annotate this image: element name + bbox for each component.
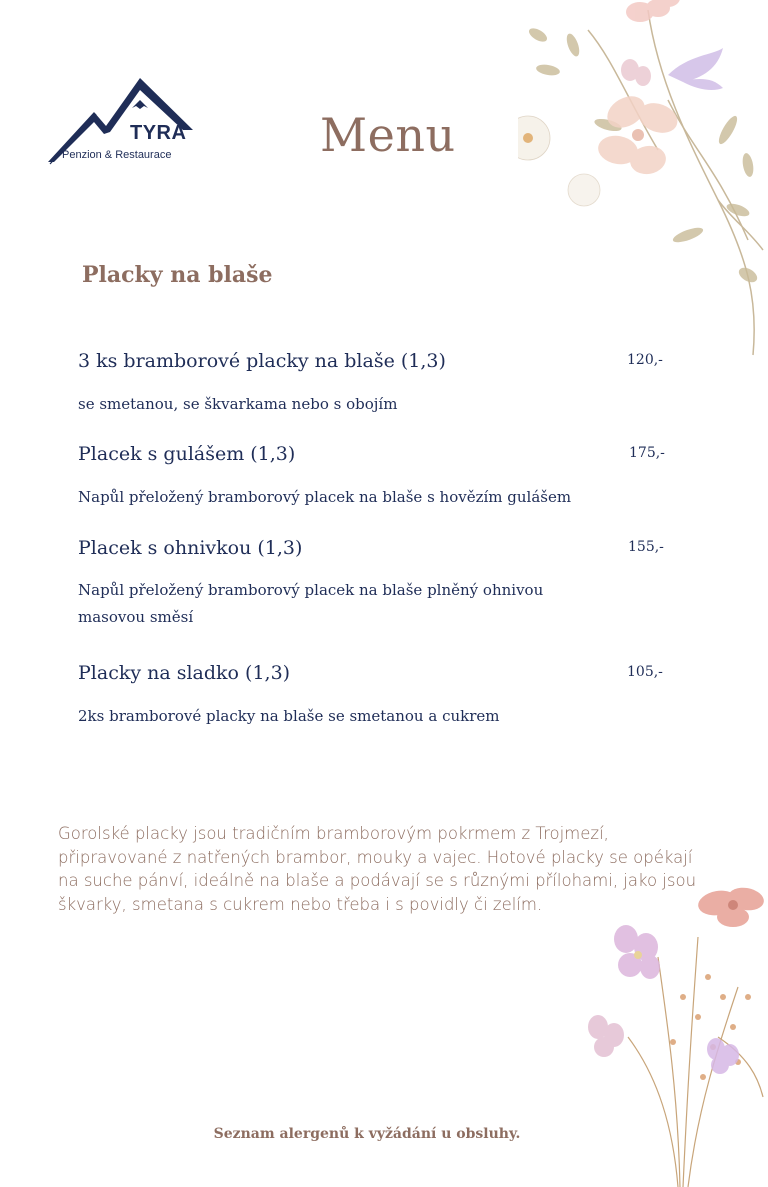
logo-subtitle: Penzion & Restaurace [62,149,172,161]
logo-name: TYRA [130,122,187,144]
menu-item-name: Placky na sladko (1,3) [78,662,291,684]
logo [48,74,198,168]
menu-item-price: 120,- [627,352,663,368]
menu-item-price: 105,- [627,664,663,680]
menu-item-description: 2ks bramborové placky na blaše se smetanou a cukrem [78,707,500,725]
about-text: Gorolské placky jsou tradičním bramborovým pokrmem z Trojmezí, připravované z natřených brambor, mouky a vajec. Hotové placky se opékají na suche pánví, ideálně na blaše a podávají se s různými přílohami, jako jsou škvarky, smetana s cukrem nebo třeba i s povidly či zelím. [58,824,697,914]
menu-item-description: Napůl přeložený bramborový placek na blaše plněný ohnivou masovou směsí [78,581,544,626]
menu-item-description: se smetanou, se škvarkama nebo s obojím [78,395,398,413]
section-title: Placky na blaše [82,262,273,288]
menu-item-name: Placek s gulášem (1,3) [78,443,296,465]
menu-item-name: 3 ks bramborové placky na blaše (1,3) [78,350,446,372]
menu-item-description: Napůl přeložený bramborový placek na blaše s hovězím gulášem [78,488,572,506]
allergens-note: Seznam alergenů k vyžádání u obsluhy. [213,1126,521,1142]
menu-item-price: 155,- [628,539,664,555]
floral-decoration-top-icon [518,0,768,360]
menu-item-name: Placek s ohnivkou (1,3) [78,537,303,559]
menu-item-price: 175,- [629,445,665,461]
page-title: Menu [320,108,456,162]
